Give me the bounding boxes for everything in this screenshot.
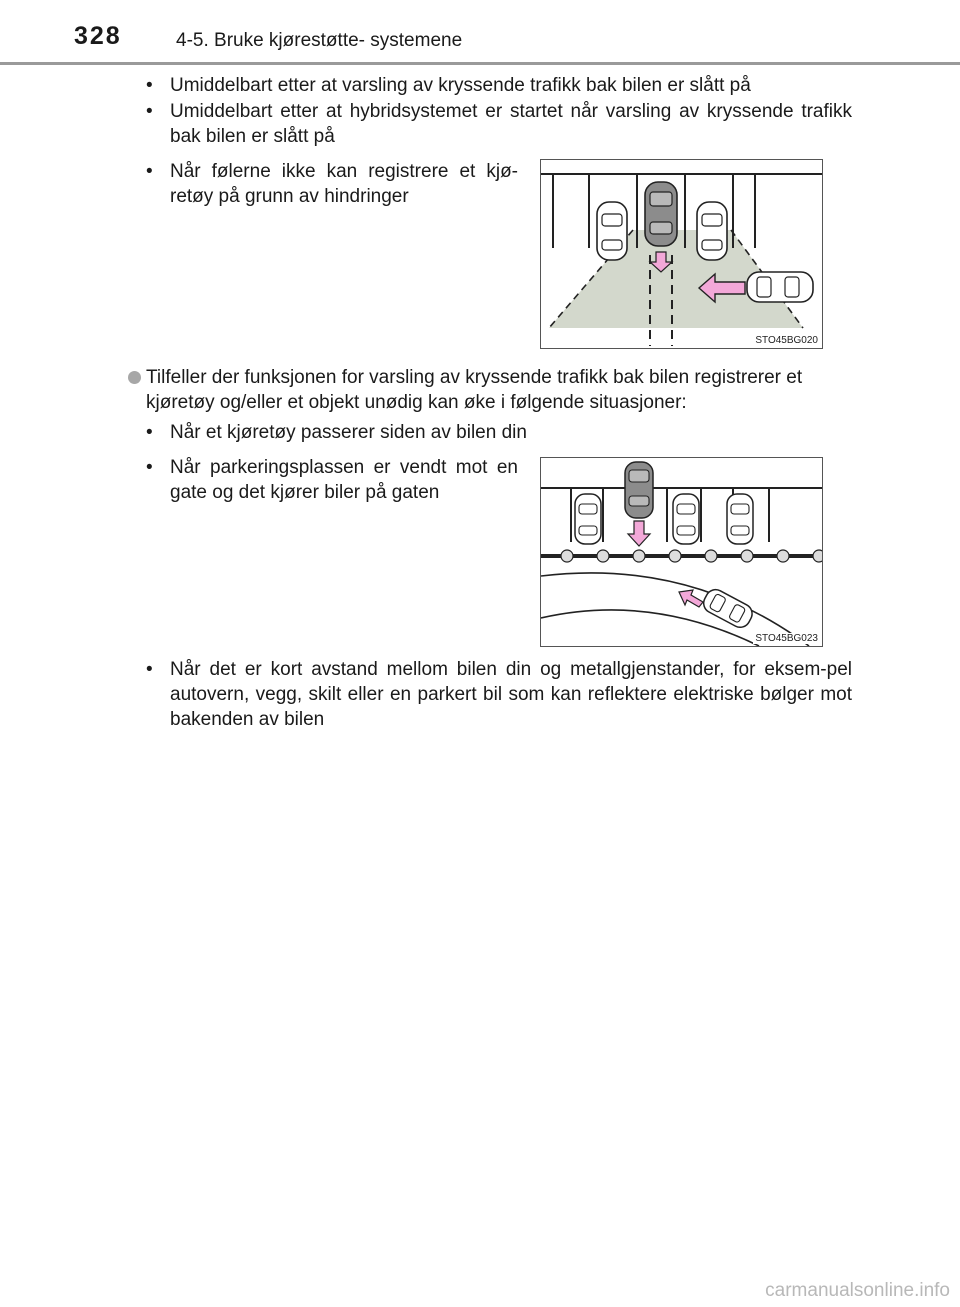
list-item — [146, 657, 852, 732]
list-item — [146, 159, 518, 209]
circle-bullet-icon — [128, 371, 141, 384]
arrow-down-icon — [628, 521, 650, 546]
parked-car-icon — [697, 202, 727, 260]
bullet-glyph: • — [146, 101, 153, 122]
figure-code: STO45BG020 — [755, 335, 818, 346]
list-item-text: Når parkeringsplassen er vendt mot en gate og det kjører biler på gaten — [170, 457, 518, 503]
own-car-icon — [645, 182, 677, 246]
list-item — [146, 73, 852, 98]
parked-car-icon — [727, 494, 753, 544]
bullet-glyph: • — [146, 422, 153, 443]
parked-car-icon — [575, 494, 601, 544]
figure-code: STO45BG023 — [755, 633, 818, 644]
list-item — [146, 455, 518, 505]
list-item-text: Når det er kort avstand mellom bilen din og metallgjenstander, for eksem-pel autovern, vegg, skilt eller en parkert bil som kan reflektere elektriske bølger mot bakenden av bilen — [170, 659, 852, 730]
street-car-icon — [700, 586, 755, 631]
parked-car-icon — [673, 494, 699, 544]
list-item-text: Umiddelbart etter at varsling av kryssende trafikk bak bilen er slått på — [170, 75, 751, 96]
page-number: 328 — [74, 22, 122, 50]
list-item — [146, 99, 852, 149]
figure-parking-obstructed — [540, 159, 823, 349]
list-item-text: Når følerne ikke kan registrere et kjø-retøy på grunn av hindringer — [170, 161, 518, 207]
bullet-glyph: • — [146, 75, 153, 96]
list-item-text: Når et kjøretøy passerer siden av bilen din — [170, 422, 527, 443]
list-item-text: Umiddelbart etter at hybridsystemet er startet når varsling av kryssende trafikk bak bilen er slått på — [170, 101, 852, 147]
figure-parking-street — [540, 457, 823, 647]
header-rule — [0, 62, 960, 65]
bullet-glyph: • — [146, 659, 153, 680]
own-car-icon — [625, 462, 653, 518]
bullet-glyph: • — [146, 457, 153, 478]
approaching-car-icon — [747, 272, 813, 302]
section-title: 4-5. Bruke kjørestøtte- systemene — [176, 30, 463, 51]
parked-car-icon — [597, 202, 627, 260]
section-paragraph: Tilfeller der funksjonen for varsling av kryssende trafikk bak bilen registrerer et kjøretøy og/eller et objekt unødig kan øke i følgende situasjoner: — [146, 367, 803, 413]
street-diagram — [541, 458, 822, 646]
arrow-up-left-icon — [679, 590, 703, 607]
bullet-glyph: • — [146, 161, 153, 182]
parking-diagram — [541, 160, 822, 348]
footer-watermark: carmanualsonline.info — [765, 1280, 950, 1301]
list-item — [146, 420, 852, 445]
